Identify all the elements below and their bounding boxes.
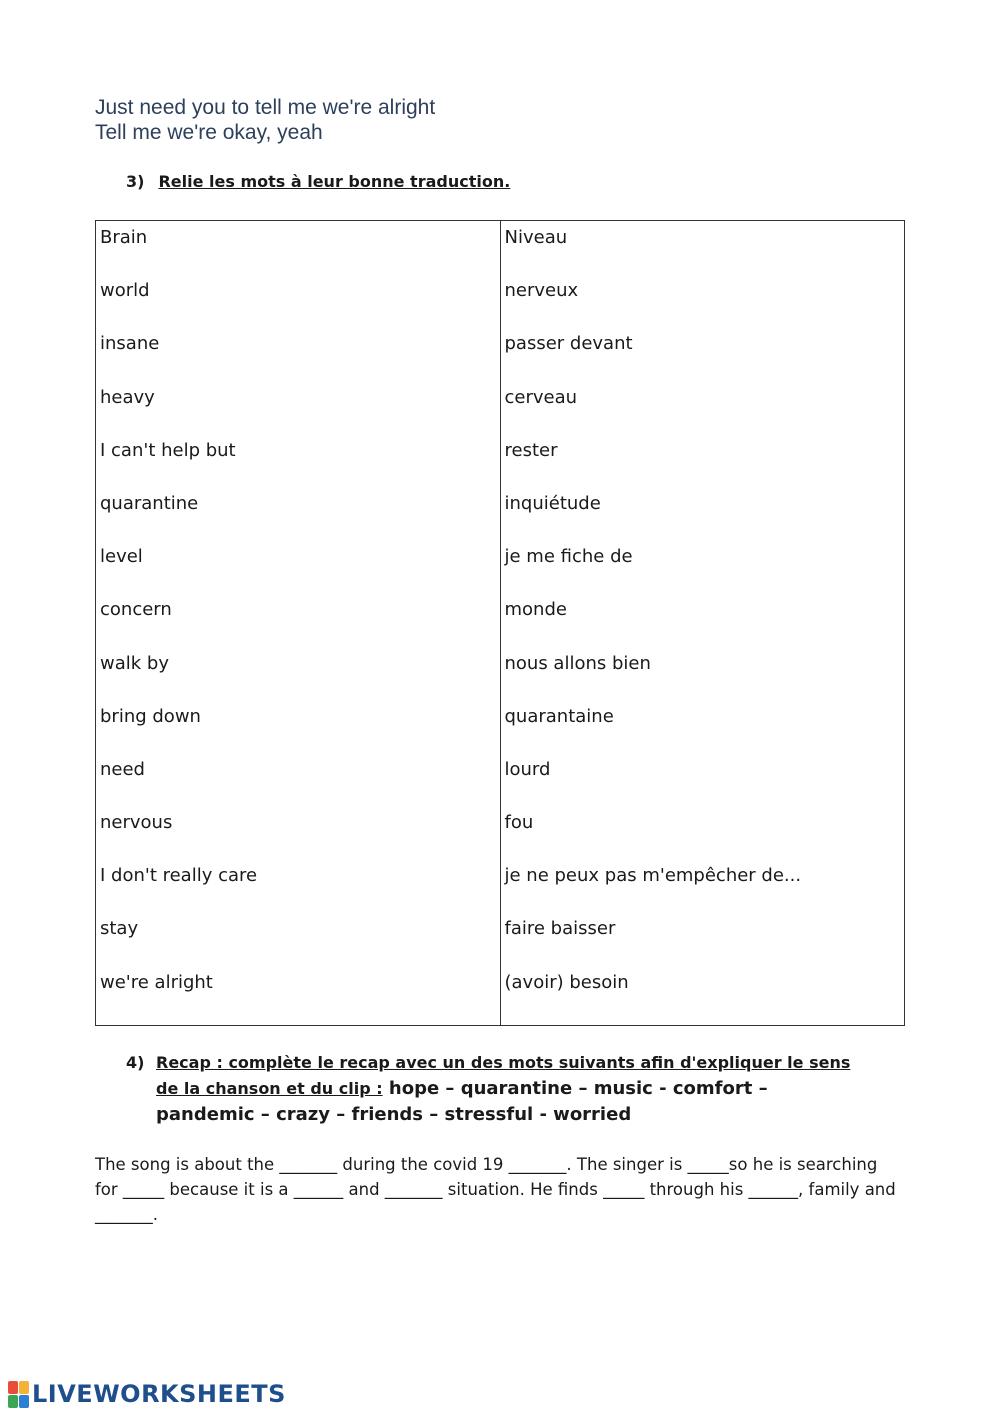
exercise-4-instruction: Recap : complète le recap avec un des mots suivants afin d'expliquer le sens de la chanson et du clip : [156, 1053, 851, 1098]
english-word: need [100, 758, 145, 780]
lyrics-line-2: Tell me we're okay, yeah [95, 121, 323, 144]
french-word: monde [504, 599, 567, 621]
lyrics-excerpt [95, 95, 435, 145]
english-column [96, 221, 501, 1026]
english-word: concern [100, 599, 172, 621]
english-word: bring down [100, 705, 201, 727]
english-word: quarantine [100, 492, 199, 514]
english-word: stay [100, 918, 139, 940]
exercise-4-heading [126, 1050, 856, 1128]
liveworksheets-logo-icon [8, 1381, 29, 1408]
exercise-3-heading [126, 172, 510, 191]
english-word: I can't help but [100, 439, 236, 461]
french-word: je me fiche de [504, 546, 633, 568]
exercise-4-number: 4) [126, 1053, 145, 1072]
english-word: we're alright [100, 971, 213, 993]
french-word: lourd [504, 758, 551, 780]
english-word: world [100, 280, 150, 302]
logo-square-4 [19, 1395, 29, 1408]
french-word: cerveau [504, 386, 578, 408]
lyrics-line-1: Just need you to tell me we're alright [95, 96, 436, 119]
english-word: insane [100, 333, 160, 355]
vocabulary-matching-table [95, 220, 905, 1026]
recap-paragraph: The song is about the _______ during the covid 19 _______. The singer is _____so he is searching for _____ because it is a ______ and _______ situation. He finds _____ through his ______, family and _______. [95, 1155, 896, 1224]
french-column [500, 221, 905, 1026]
french-word: rester [504, 439, 558, 461]
english-word: heavy [100, 386, 155, 408]
french-word: nerveux [504, 280, 579, 302]
english-word: Brain [100, 227, 148, 248]
logo-square-2 [19, 1381, 29, 1394]
exercise-3-number: 3) [126, 172, 145, 191]
exercise-4-word-list: hope – quarantine – music - comfort – pandemic – crazy – friends – stressful - worried [156, 1078, 768, 1125]
french-word: inquiétude [504, 492, 601, 514]
french-word: quarantaine [504, 705, 614, 727]
liveworksheets-logo-text: LIVEWORKSHEETS [32, 1380, 286, 1408]
liveworksheets-logo[interactable] [8, 1380, 286, 1408]
logo-square-1 [8, 1381, 18, 1394]
english-word: level [100, 546, 143, 568]
french-word: passer devant [504, 333, 633, 355]
french-word: (avoir) besoin [504, 971, 629, 993]
exercise-3-title: Relie les mots à leur bonne traduction. [158, 172, 511, 191]
english-word: nervous [100, 812, 173, 834]
french-word: fou [504, 812, 534, 834]
logo-square-3 [8, 1395, 18, 1408]
french-word: je ne peux pas m'empêcher de... [504, 865, 802, 887]
french-word: Niveau [504, 227, 568, 248]
french-word: nous allons bien [504, 652, 651, 674]
french-word: faire baisser [504, 918, 616, 940]
english-word: walk by [100, 652, 169, 674]
english-word: I don't really care [100, 865, 258, 887]
